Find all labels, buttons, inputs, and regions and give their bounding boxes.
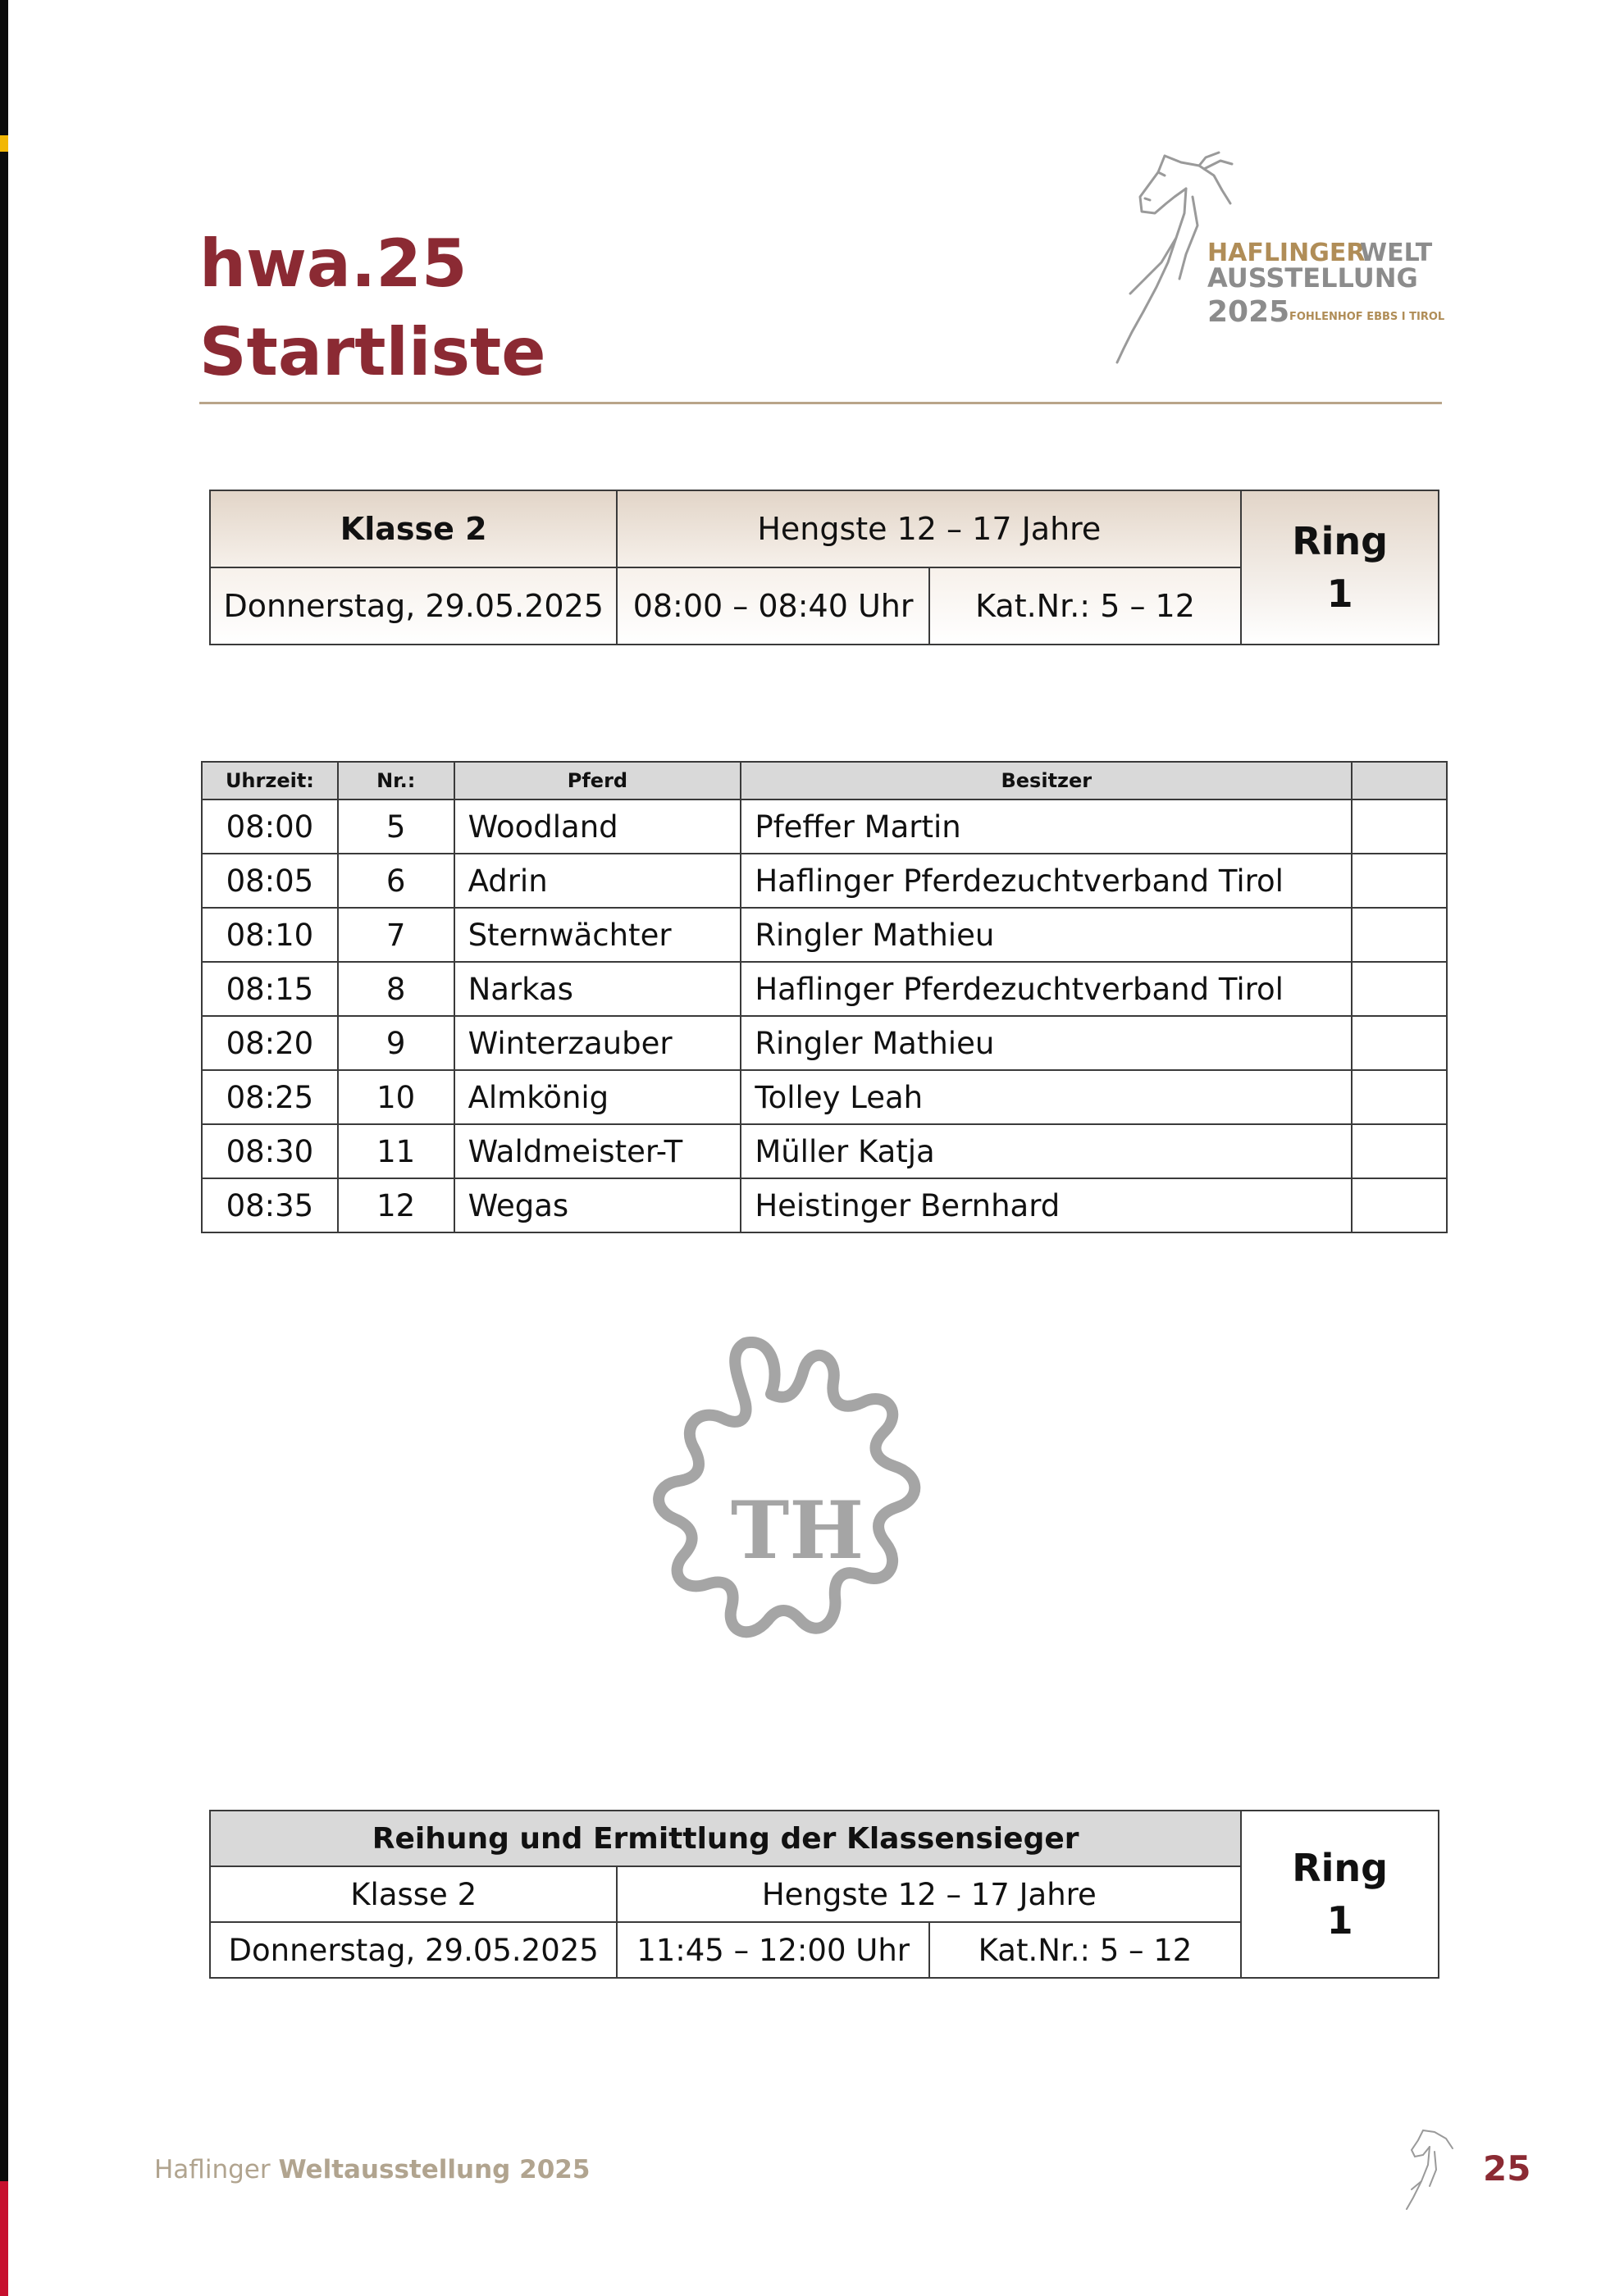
- cell-number: 9: [338, 1016, 454, 1070]
- cell-time: 08:35: [202, 1178, 338, 1232]
- cell-number: 11: [338, 1124, 454, 1178]
- ranking-ring-cell: [1241, 1811, 1439, 1978]
- cell-horse: Sternwächter: [454, 908, 741, 962]
- cell-number: 6: [338, 854, 454, 908]
- table-row: [202, 1016, 1447, 1070]
- side-bar-black: [0, 0, 8, 2296]
- table-row: [202, 962, 1447, 1016]
- cell-number: 5: [338, 800, 454, 854]
- cell-horse: Adrin: [454, 854, 741, 908]
- side-bar-red: [0, 2181, 8, 2296]
- edelweiss-th-emblem-icon: [648, 1337, 992, 1697]
- class-time: 08:00 – 08:40 Uhr: [617, 567, 928, 645]
- ranking-category: Hengste 12 – 17 Jahre: [617, 1866, 1241, 1922]
- cell-extra: [1352, 908, 1447, 962]
- start-list-table: [201, 761, 1448, 1233]
- ranking-time: 11:45 – 12:00 Uhr: [617, 1922, 928, 1978]
- cell-owner: Pfeffer Martin: [741, 800, 1352, 854]
- cell-horse: Winterzauber: [454, 1016, 741, 1070]
- footer-horse-icon: [1398, 2124, 1464, 2214]
- cell-owner: Ringler Mathieu: [741, 1016, 1352, 1070]
- cell-time: 08:10: [202, 908, 338, 962]
- cell-owner: Ringler Mathieu: [741, 908, 1352, 962]
- ring-label: Ring: [1292, 519, 1389, 563]
- page-number: 25: [1483, 2148, 1531, 2189]
- cell-horse: Waldmeister-T: [454, 1124, 741, 1178]
- ring-cell: [1241, 490, 1439, 645]
- table-row: [202, 800, 1447, 854]
- footer-brand: [154, 2155, 590, 2184]
- cell-number: 7: [338, 908, 454, 962]
- cell-number: 10: [338, 1070, 454, 1124]
- table-row: [202, 908, 1447, 962]
- cell-extra: [1352, 962, 1447, 1016]
- cell-horse: Wegas: [454, 1178, 741, 1232]
- col-header-besitzer: Besitzer: [741, 762, 1352, 800]
- cell-extra: [1352, 1178, 1447, 1232]
- footer-brand-light: Haflinger: [154, 2155, 271, 2184]
- cell-extra: [1352, 1016, 1447, 1070]
- table-header-row: [202, 762, 1447, 800]
- table-row: [202, 1124, 1447, 1178]
- cell-time: 08:25: [202, 1070, 338, 1124]
- cell-time: 08:30: [202, 1124, 338, 1178]
- ranking-date: Donnerstag, 29.05.2025: [210, 1922, 617, 1978]
- col-header-uhrzeit: Uhrzeit:: [202, 762, 338, 800]
- table-row: [202, 1178, 1447, 1232]
- ranking-class-name: Klasse 2: [210, 1866, 617, 1922]
- cell-horse: Almkönig: [454, 1070, 741, 1124]
- cell-time: 08:05: [202, 854, 338, 908]
- ranking-ring-number: 1: [1326, 1898, 1353, 1943]
- ranking-title: Reihung und Ermittlung der Klassensieger: [210, 1811, 1241, 1866]
- cell-extra: [1352, 800, 1447, 854]
- cell-number: 8: [338, 962, 454, 1016]
- class-katnr: Kat.Nr.: 5 – 12: [929, 567, 1241, 645]
- cell-owner: Haflinger Pferdezuchtverband Tirol: [741, 854, 1352, 908]
- footer-brand-bold: Weltausstellung 2025: [278, 2155, 591, 2184]
- ranking-katnr: Kat.Nr.: 5 – 12: [929, 1922, 1241, 1978]
- cell-horse: Narkas: [454, 962, 741, 1016]
- ranking-ring-label: Ring: [1292, 1846, 1389, 1890]
- cell-owner: Haflinger Pferdezuchtverband Tirol: [741, 962, 1352, 1016]
- class-date: Donnerstag, 29.05.2025: [210, 567, 617, 645]
- logo-location: FOHLENHOF EBBS I TIROL: [1289, 311, 1445, 323]
- page-title-line1: hwa.25: [199, 226, 468, 302]
- haflinger-welt-logo: [1107, 148, 1452, 394]
- table-row: [202, 854, 1447, 908]
- logo-word-haflinger: HAFLINGER: [1207, 239, 1366, 267]
- class-info-box: [209, 490, 1439, 645]
- logo-word-ausstellung: AUSSTELLUNG: [1207, 262, 1418, 294]
- cell-owner: Heistinger Bernhard: [741, 1178, 1352, 1232]
- cell-owner: Tolley Leah: [741, 1070, 1352, 1124]
- class-category: Hengste 12 – 17 Jahre: [617, 490, 1241, 567]
- title-divider: [199, 402, 1442, 404]
- cell-number: 12: [338, 1178, 454, 1232]
- ranking-info-box: [209, 1810, 1439, 1979]
- logo-year: 2025: [1207, 295, 1290, 329]
- cell-owner: Müller Katja: [741, 1124, 1352, 1178]
- emblem-letters: TH: [730, 1484, 864, 1577]
- page-title-line2: Startliste: [199, 314, 546, 390]
- logo-word-welt: WELT: [1360, 239, 1433, 267]
- cell-time: 08:15: [202, 962, 338, 1016]
- side-bar-yellow: [0, 135, 8, 152]
- class-name: Klasse 2: [210, 490, 617, 567]
- cell-time: 08:00: [202, 800, 338, 854]
- cell-extra: [1352, 1070, 1447, 1124]
- cell-extra: [1352, 1124, 1447, 1178]
- col-header-pferd: Pferd: [454, 762, 741, 800]
- cell-horse: Woodland: [454, 800, 741, 854]
- table-row: [202, 1070, 1447, 1124]
- cell-time: 08:20: [202, 1016, 338, 1070]
- ring-number: 1: [1326, 572, 1353, 616]
- col-header-nr: Nr.:: [338, 762, 454, 800]
- col-header-empty: [1352, 762, 1447, 800]
- cell-extra: [1352, 854, 1447, 908]
